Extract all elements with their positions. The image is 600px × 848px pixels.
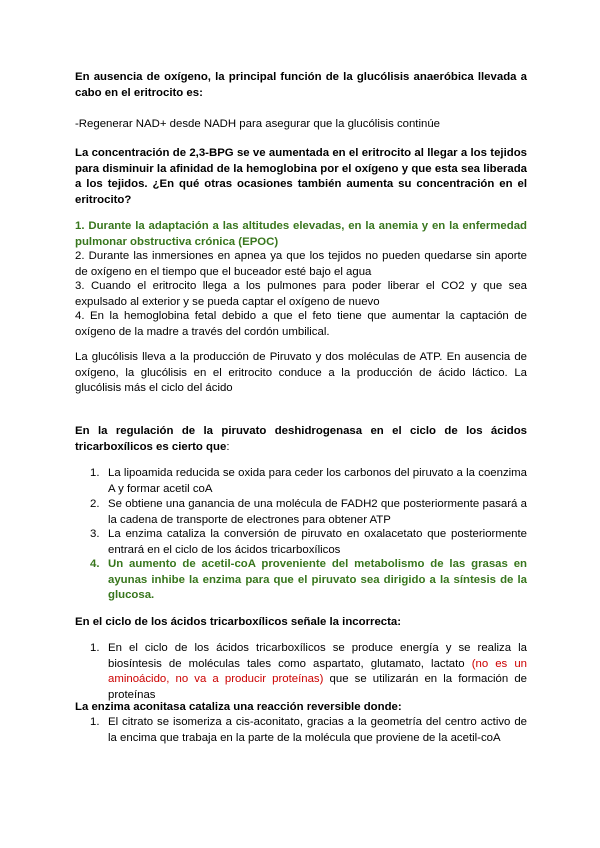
question-3-text: En la regulación de la piruvato deshidrogenasa en el ciclo de los ácidos tricarboxílicos es cierto que <box>75 425 527 453</box>
answer-2-option-3: 3. Cuando el eritrocito llega a los pulmones para poder liberar el CO2 y que sea expulsado al exterior y se pueda captar el oxígeno de nuevo <box>75 280 527 308</box>
list-item-text: El citrato se isomeriza a cis-aconitato, gracias a la geometría del centro activo de la encima que trabaja en la parte de la molécula que proviene de la acetil-coA <box>108 716 527 744</box>
list-item <box>90 466 527 497</box>
list-item-text: La enzima cataliza la conversión de piruvato en oxalacetato que posteriormente entrará en el ciclo de los ácidos tricarboxílicos <box>108 528 527 556</box>
list-item-text: Un aumento de acetil-coA proveniente del metabolismo de las grasas en ayunas inhibe la enzima para que el piruvato sea dirigido a la síntesis de la glucosa. <box>108 558 527 602</box>
answer-2-option-1: 1. Durante la adaptación a las altitudes elevadas, en la anemia y en la enfermedad pulmonar obstructiva crónica (EPOC) <box>75 220 527 248</box>
question-3 <box>75 424 527 455</box>
list-item-text-end: que se utilizarán en la formación de proteínas <box>108 673 527 701</box>
list-item-text: Se obtiene una ganancia de una molécula de FADH2 que posteriormente pasará a la cadena de transporte de electrones para obtener ATP <box>108 498 527 526</box>
list-item <box>90 527 527 558</box>
list-number: 1. <box>90 716 100 728</box>
list-number: 2. <box>90 498 100 510</box>
question-5: La enzima aconitasa cataliza una reacción reversible donde: <box>75 701 402 713</box>
list-item <box>90 497 527 528</box>
list-number: 3. <box>90 528 100 540</box>
answer-2-option-2: 2. Durante las inmersiones en apnea ya que los tejidos no pueden quedarse sin aporte de oxígeno en el tiempo que el buceador esté bajo el agua <box>75 250 527 278</box>
list-item <box>90 641 527 703</box>
answer-1: -Regenerar NAD+ desde NADH para asegurar que la glucólisis continúe <box>75 118 441 130</box>
question-3-tail: : <box>226 440 230 453</box>
question-2: La concentración de 2,3-BPG se ve aumentada en el eritrocito al llegar a los tejidos para disminuir la afinidad de la hemoglobina por el oxígeno y que esta sea liberada a los tejidos. ¿En qué otras ocasiones también aumenta su concentración en el eritrocito? <box>75 147 527 206</box>
list-item-correct <box>90 557 527 604</box>
list-item-text: La lipoamida reducida se oxida para ceder los carbonos del piruvato a la coenzima A y formar acetil coA <box>108 467 527 495</box>
question-1: En ausencia de oxígeno, la principal función de la glucólisis anaeróbica llevada a cabo en el eritrocito es: <box>75 71 527 99</box>
list-number: 1. <box>90 642 100 654</box>
annotation-note: (no es un aminoácido, no va a producir proteínas) <box>108 657 527 686</box>
list-item-text: En el ciclo de los ácidos tricarboxílicos se produce energía y se realiza la biosíntesis de moléculas tales como aspartato, glutamato, lactato <box>108 642 527 670</box>
answer-2-option-4: 4. En la hemoglobina fetal debido a que el feto tiene que aumentar la captación de oxígeno de la madre a través del cordón umbilical. <box>75 310 527 338</box>
question-4: En el ciclo de los ácidos tricarboxílicos señale la incorrecta: <box>75 616 402 628</box>
list-number: 4. <box>90 558 100 570</box>
list-number: 1. <box>90 467 100 479</box>
note-paragraph: La glucólisis lleva a la producción de Piruvato y dos moléculas de ATP. En ausencia de oxígeno, la glucólisis en el eritrocito conduce a la producción de ácido láctico. La glucólisis más el ciclo del ácido <box>75 351 527 395</box>
list-item <box>90 715 527 746</box>
